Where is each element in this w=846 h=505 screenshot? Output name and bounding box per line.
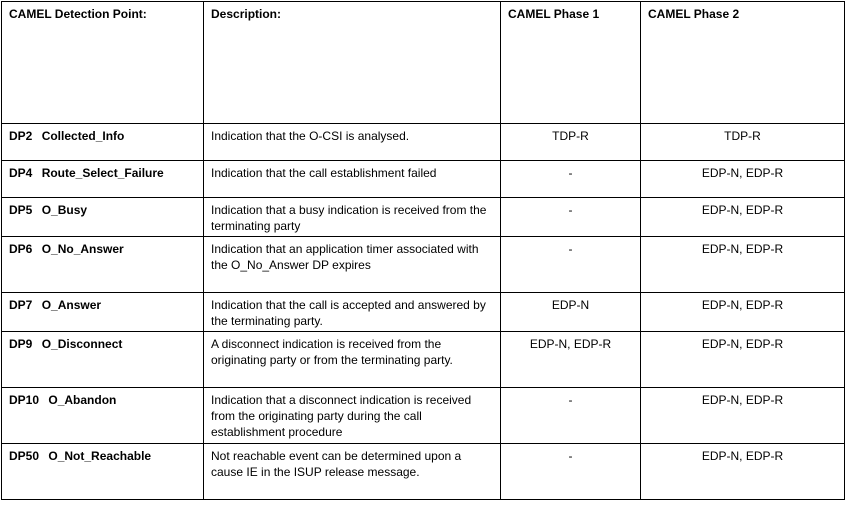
phase2-cell: EDP-N, EDP-R	[641, 293, 845, 332]
phase1-cell: EDP-N, EDP-R	[501, 332, 641, 388]
dp-number: DP10	[9, 393, 40, 407]
detection-point-cell	[2, 332, 204, 388]
phase1-cell: EDP-N	[501, 293, 641, 332]
phase1-cell: -	[501, 388, 641, 444]
detection-point-cell	[2, 237, 204, 293]
table-row	[2, 293, 845, 332]
detection-point-cell	[2, 388, 204, 444]
header-camel-phase-1: CAMEL Phase 1	[501, 2, 641, 124]
camel-detection-points-table	[1, 1, 845, 500]
phase2-cell: TDP-R	[641, 124, 845, 161]
dp-name: Route_Select_Failure	[41, 166, 164, 180]
header-description: Description:	[204, 2, 501, 124]
description-cell: Indication that the O-CSI is analysed.	[204, 124, 501, 161]
detection-point-cell	[2, 124, 204, 161]
dp-number: DP2	[9, 129, 33, 143]
description-cell: Indication that an application timer associated with the O_No_Answer DP expires	[204, 237, 501, 293]
detection-point-cell	[2, 444, 204, 500]
header-camel-phase-2: CAMEL Phase 2	[641, 2, 845, 124]
table-row	[2, 332, 845, 388]
dp-number: DP6	[9, 242, 33, 256]
dp-name: O_Not_Reachable	[48, 449, 152, 463]
header-row	[2, 2, 845, 124]
table-row	[2, 237, 845, 293]
phase2-cell: EDP-N, EDP-R	[641, 388, 845, 444]
table-row	[2, 388, 845, 444]
phase1-cell: -	[501, 444, 641, 500]
description-cell: Indication that a busy indication is received from the terminating party	[204, 198, 501, 237]
dp-name: O_Abandon	[48, 393, 117, 407]
dp-name: Collected_Info	[41, 129, 125, 143]
phase1-cell: -	[501, 161, 641, 198]
dp-name: O_Answer	[41, 298, 102, 312]
table-row	[2, 198, 845, 237]
description-cell: Indication that the call establishment failed	[204, 161, 501, 198]
phase2-cell: EDP-N, EDP-R	[641, 161, 845, 198]
dp-number: DP9	[9, 337, 33, 351]
dp-number: DP5	[9, 203, 33, 217]
description-cell: Not reachable event can be determined upon a cause IE in the ISUP release message.	[204, 444, 501, 500]
table-row	[2, 444, 845, 500]
description-cell: Indication that a disconnect indication is received from the originating party during the call establishment procedure	[204, 388, 501, 444]
dp-name: O_Disconnect	[41, 337, 123, 351]
dp-name: O_No_Answer	[41, 242, 124, 256]
phase1-cell: -	[501, 198, 641, 237]
description-cell: A disconnect indication is received from the originating party or from the terminating party.	[204, 332, 501, 388]
phase2-cell: EDP-N, EDP-R	[641, 444, 845, 500]
dp-number: DP7	[9, 298, 33, 312]
header-detection-point: CAMEL Detection Point:	[2, 2, 204, 124]
detection-point-cell	[2, 293, 204, 332]
dp-number: DP4	[9, 166, 33, 180]
phase1-cell: TDP-R	[501, 124, 641, 161]
phase2-cell: EDP-N, EDP-R	[641, 237, 845, 293]
phase2-cell: EDP-N, EDP-R	[641, 332, 845, 388]
dp-name: O_Busy	[41, 203, 88, 217]
detection-point-cell	[2, 161, 204, 198]
phase1-cell: -	[501, 237, 641, 293]
dp-number: DP50	[9, 449, 40, 463]
description-cell: Indication that the call is accepted and answered by the terminating party.	[204, 293, 501, 332]
detection-point-cell	[2, 198, 204, 237]
phase2-cell: EDP-N, EDP-R	[641, 198, 845, 237]
table-row	[2, 124, 845, 161]
table-row	[2, 161, 845, 198]
